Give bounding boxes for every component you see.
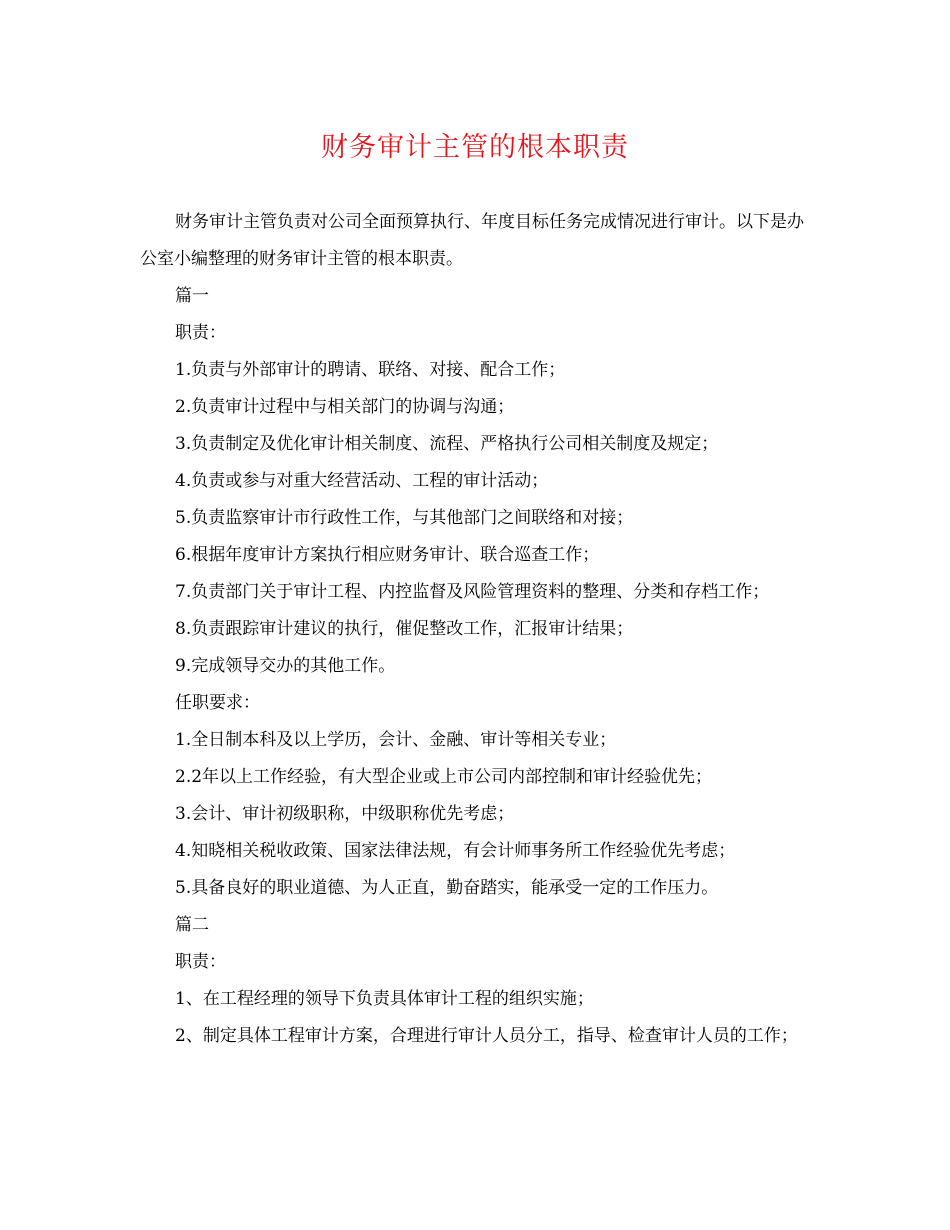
list-item: 7.负责部门关于审计工程、内控监督及风险管理资料的整理、分类和存档工作； <box>175 582 770 602</box>
list-item: 1.负责与外部审计的聘请、联络、对接、配合工作； <box>175 360 566 380</box>
list-item: 5.具备良好的职业道德、为人正直，勤奋踏实，能承受一定的工作压力。 <box>175 878 719 898</box>
paragraph-intro: 财务审计主管负责对公司全面预算执行、年度目标任务完成情况进行审计。以下是办公室小编整理的财务审计主管的根本职责。 <box>140 212 804 269</box>
document-title: 财务审计主管的根本职责 <box>321 132 629 163</box>
list-item: 4.知晓相关税收政策、国家法律法规，有会计师事务所工作经验优先考虑； <box>175 841 736 861</box>
subheading-duties: 职责： <box>175 952 226 972</box>
list-item: 1.全日制本科及以上学历，会计、金融、审计等相关专业； <box>175 730 617 750</box>
document-body <box>140 204 812 1055</box>
list-item: 2、制定具体工程审计方案，合理进行审计人员分工，指导、检查审计人员的工作； <box>175 1026 798 1046</box>
list-item: 1、在工程经理的领导下负责具体审计工程的组织实施； <box>175 989 594 1009</box>
subheading-duties: 职责： <box>175 323 226 343</box>
list-item: 2.负责审计过程中与相关部门的协调与沟通； <box>175 397 515 417</box>
list-item: 2.2年以上工作经验，有大型企业或上市公司内部控制和审计经验优先； <box>175 767 713 787</box>
list-item: 4.负责或参与对重大经营活动、工程的审计活动； <box>175 471 549 491</box>
section-heading-part-two: 篇二 <box>175 915 209 935</box>
list-item: 3.会计、审计初级职称，中级职称优先考虑； <box>175 804 515 824</box>
list-item: 6.根据年度审计方案执行相应财务审计、联合巡查工作； <box>175 545 600 565</box>
list-item: 3.负责制定及优化审计相关制度、流程、严格执行公司相关制度及规定； <box>175 434 719 454</box>
list-item: 8.负责跟踪审计建议的执行，催促整改工作，汇报审计结果； <box>175 619 634 639</box>
subheading-requirements: 任职要求： <box>175 693 260 713</box>
section-heading-part-one: 篇一 <box>175 286 209 306</box>
list-item: 5.负责监察审计市行政性工作，与其他部门之间联络和对接； <box>175 508 634 528</box>
list-item: 9.完成领导交办的其他工作。 <box>175 656 396 676</box>
